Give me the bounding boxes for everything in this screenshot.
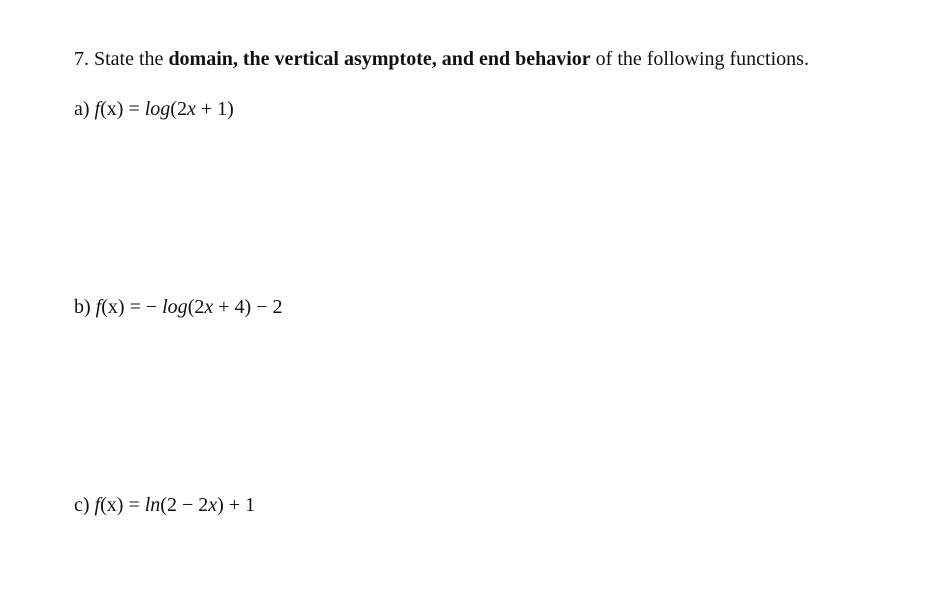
part-a-rest: + 1) bbox=[195, 98, 234, 120]
part-c-x: x bbox=[208, 494, 218, 516]
part-b-var: (x) bbox=[101, 296, 125, 318]
part-a-func: f bbox=[94, 98, 101, 120]
part-a bbox=[74, 97, 234, 121]
part-a-var: (x) bbox=[100, 98, 124, 120]
part-c-open: (2 − 2 bbox=[160, 494, 209, 516]
question-bold-text: domain, the vertical asymptote, and end behavior bbox=[168, 48, 591, 70]
part-b-rest: + 4) − 2 bbox=[213, 296, 283, 318]
part-c bbox=[74, 493, 255, 517]
part-c-label: c) bbox=[74, 494, 90, 516]
part-b-x: x bbox=[204, 296, 214, 318]
question-number: 7. bbox=[74, 48, 89, 70]
part-a-label: a) bbox=[74, 98, 90, 120]
question-heading bbox=[74, 47, 809, 71]
question-tail-text: of the following functions. bbox=[595, 48, 809, 70]
part-b-log: log bbox=[162, 296, 188, 318]
part-a-open: (2 bbox=[170, 98, 187, 120]
part-b-open: (2 bbox=[187, 296, 205, 318]
part-c-func: f bbox=[94, 494, 101, 516]
part-b bbox=[74, 295, 282, 319]
part-c-eq: = bbox=[123, 494, 145, 516]
part-b-label: b) bbox=[74, 296, 91, 318]
part-a-log: log bbox=[144, 98, 171, 120]
part-c-var: (x) bbox=[100, 494, 124, 516]
part-b-eq: = − bbox=[124, 296, 163, 318]
part-a-eq: = bbox=[123, 98, 145, 120]
part-b-func: f bbox=[95, 296, 102, 318]
question-lead-text: State the bbox=[94, 48, 164, 70]
part-a-x: x bbox=[186, 98, 196, 120]
part-c-rest: ) + 1 bbox=[217, 494, 256, 516]
part-c-ln: ln bbox=[144, 494, 161, 516]
